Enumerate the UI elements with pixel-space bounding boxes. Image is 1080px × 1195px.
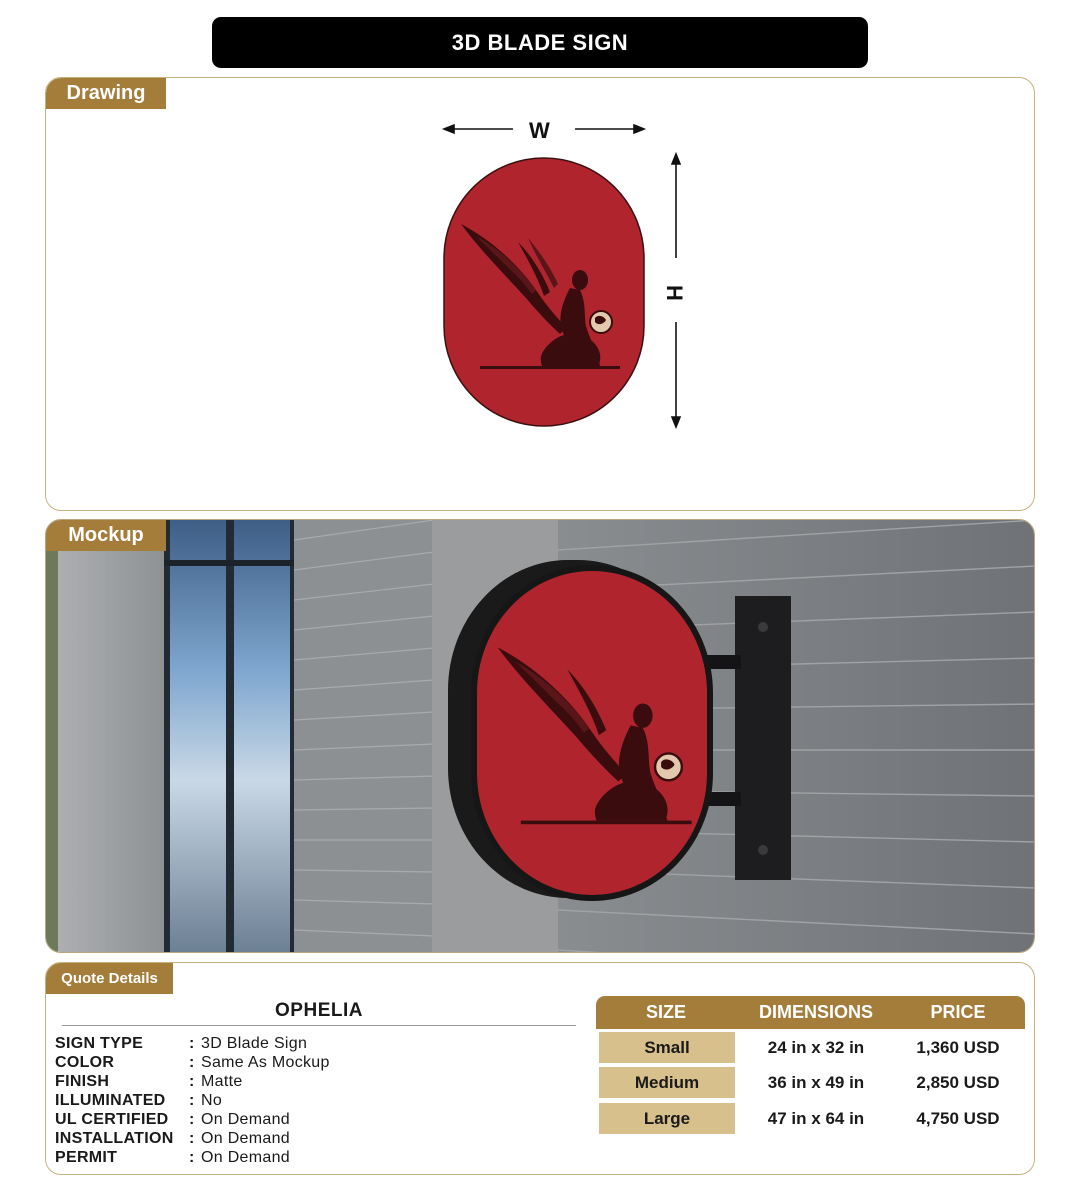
spec-separator: : (189, 1034, 195, 1052)
mockup-tab-label: Mockup (46, 520, 166, 551)
spec-separator: : (189, 1072, 195, 1090)
price-cell: 4,750 USD (916, 1108, 1000, 1128)
spec-separator: : (189, 1091, 195, 1109)
height-label: H (661, 285, 687, 301)
spec-value: On Demand (201, 1129, 290, 1147)
quote-tab-label: Quote Details (46, 963, 173, 994)
table-row (596, 1032, 1025, 1063)
header-price: PRICE (930, 1002, 986, 1022)
spec-separator: : (189, 1148, 195, 1166)
drawing-tab-label: Drawing (46, 78, 166, 109)
dimensions-cell: 47 in x 64 in (767, 1108, 865, 1128)
size-cell: Small (599, 1032, 735, 1063)
mockup-panel (45, 519, 1035, 953)
table-row (596, 1067, 1025, 1098)
spec-row (55, 1148, 290, 1167)
dimensions-cell: 36 in x 49 in (767, 1072, 865, 1092)
dimensions-cell: 24 in x 32 in (767, 1037, 865, 1057)
spec-row (55, 1053, 330, 1072)
price-table-header (596, 996, 1025, 1029)
spec-key: ILLUMINATED (55, 1091, 166, 1109)
price-cell: 2,850 USD (916, 1072, 1000, 1092)
spec-separator: : (189, 1129, 195, 1147)
spec-row (55, 1072, 243, 1091)
spec-value: Matte (201, 1072, 243, 1090)
spec-separator: : (189, 1053, 195, 1071)
size-cell: Medium (599, 1067, 735, 1098)
spec-row (55, 1091, 222, 1110)
spec-value: On Demand (201, 1148, 290, 1166)
table-row (596, 1103, 1025, 1134)
price-cell: 1,360 USD (916, 1037, 1000, 1057)
spec-row (55, 1110, 290, 1129)
spec-key: INSTALLATION (55, 1129, 174, 1147)
product-name: OPHELIA (275, 1000, 363, 1021)
spec-key: UL CERTIFIED (55, 1110, 169, 1128)
spec-separator: : (189, 1110, 195, 1128)
spec-key: SIGN TYPE (55, 1034, 144, 1052)
size-cell: Large (599, 1103, 735, 1134)
header-size: SIZE (645, 1002, 686, 1022)
width-label: W (529, 118, 550, 143)
spec-key: COLOR (55, 1053, 115, 1071)
spec-value: Same As Mockup (201, 1053, 330, 1071)
spec-key: FINISH (55, 1072, 110, 1090)
spec-value: 3D Blade Sign (201, 1034, 308, 1052)
drawing-panel (45, 77, 1035, 511)
spec-row (55, 1129, 290, 1148)
spec-value: On Demand (201, 1110, 290, 1128)
mockup-image (46, 520, 1035, 953)
header-dimensions: DIMENSIONS (758, 1002, 873, 1022)
spec-value: No (201, 1091, 223, 1109)
spec-key: PERMIT (55, 1148, 118, 1166)
spec-row (55, 1034, 307, 1053)
divider (62, 1025, 576, 1026)
page-title: 3D BLADE SIGN (212, 17, 868, 68)
